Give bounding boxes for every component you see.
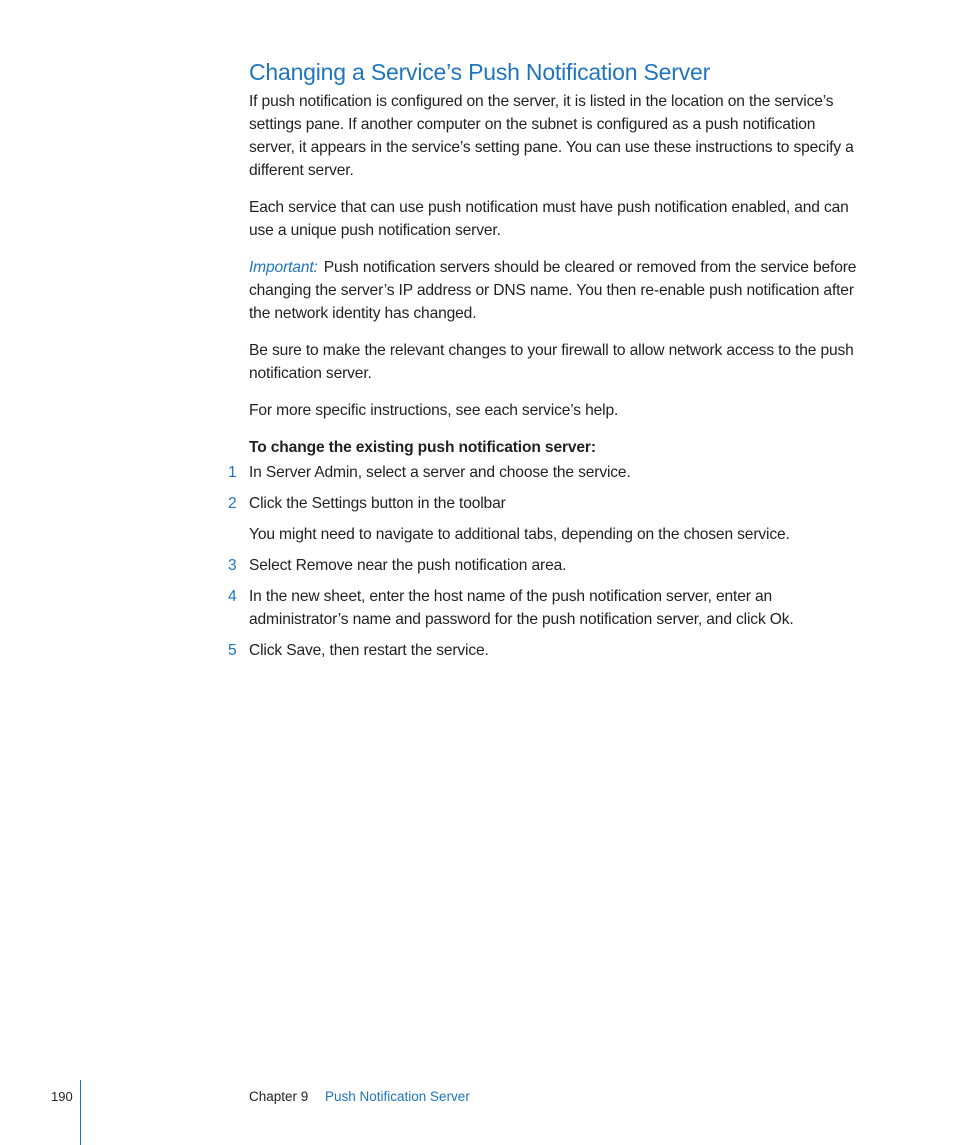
step-item [228,554,859,577]
step-number: 4 [228,588,237,605]
step-text: Select Remove near the push notification area. [249,557,567,574]
footer-divider [80,1080,81,1145]
chapter-title: Push Notification Server [325,1089,470,1104]
step-number: 5 [228,642,237,659]
page-number: 190 [51,1089,73,1104]
firewall-paragraph: Be sure to make the relevant changes to your firewall to allow network access to the push notification server. [249,342,854,382]
page-footer [0,1080,954,1145]
step-text: In Server Admin, select a server and choose the service. [249,464,631,481]
step-number: 3 [228,557,237,574]
step-number: 2 [228,495,237,512]
important-text: Push notification servers should be cleared or removed from the service before changing the server’s IP address or DNS name. You then re-enable push notification after the network identity has changed. [249,259,857,322]
chapter-label: Chapter 9 [249,1089,309,1104]
important-note [249,256,859,325]
page-content [228,58,859,670]
section-title: Changing a Service’s Push Notification Server [249,59,711,85]
step-text: Click the Settings button in the toolbar [249,495,506,512]
step-item [228,639,859,662]
help-paragraph: For more specific instructions, see each service’s help. [249,402,619,419]
intro-paragraph: If push notification is configured on the server, it is listed in the location on the service’s settings pane. If another computer on the subnet is configured as a push notification server, it appears in the service’s setting pane. You can use these instructions to specify a different server. [249,93,854,179]
important-label: Important: [249,259,318,276]
step-item [228,585,859,631]
step-text: In the new sheet, enter the host name of the push notification server, enter an administrator’s name and password for the push notification server, and click Ok. [249,588,794,628]
step-item [228,461,859,484]
step-item [228,492,859,546]
step-note: You might need to navigate to additional tabs, depending on the chosen service. [249,526,790,543]
step-text: Click Save, then restart the service. [249,642,489,659]
step-number: 1 [228,464,237,481]
steps-list [228,461,859,662]
task-heading: To change the existing push notification server: [249,439,596,456]
enablement-paragraph: Each service that can use push notification must have push notification enabled, and can use a unique push notification server. [249,199,849,239]
